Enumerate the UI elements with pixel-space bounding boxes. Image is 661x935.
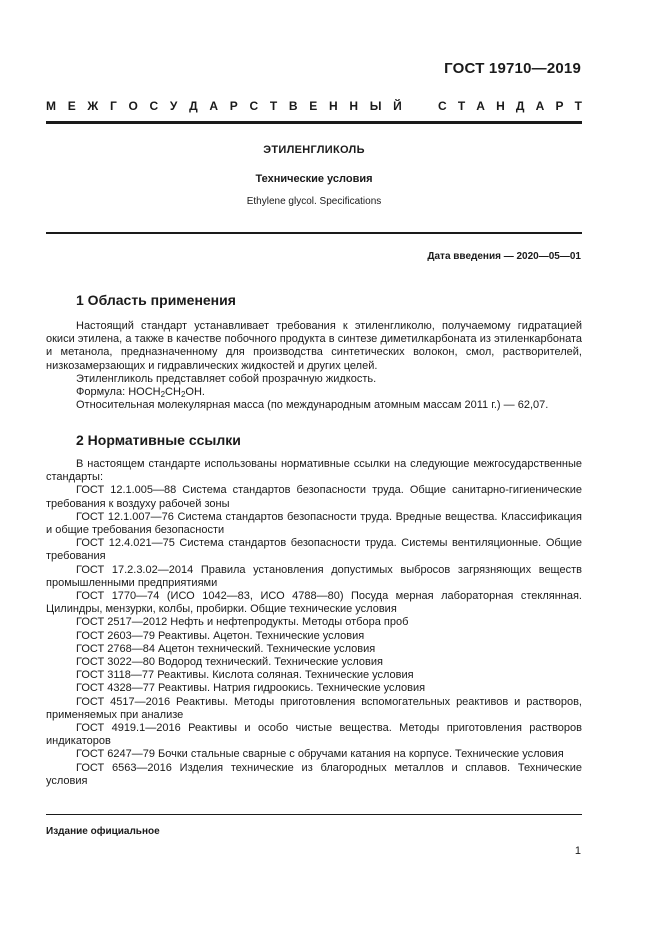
- normative-reference-item: ГОСТ 12.1.005—88 Система стандартов безопасности труда. Общие санитарно-гигиенические требования к воздуху рабочей зоны: [46, 484, 582, 510]
- formula-part: OH.: [185, 386, 205, 399]
- normative-reference-item: ГОСТ 6247—79 Бочки стальные сварные с обручами катания на корпусе. Технические условия: [76, 748, 564, 761]
- normative-reference-item: ГОСТ 4517—2016 Реактивы. Методы приготовления вспомогательных реактивов и растворов, применяемых при анализе: [46, 695, 582, 721]
- page-number: 1: [574, 845, 581, 857]
- footer-divider: [46, 814, 582, 815]
- interstate-standard-banner: [46, 99, 582, 113]
- section-1-body: [46, 320, 582, 412]
- normative-reference-item: ГОСТ 1770—74 (ИСО 1042—83, ИСО 4788—80) Посуда мерная лабораторная стеклянная. Цилиндры, мензурки, колбы, пробирки. Общие технические условия: [46, 590, 582, 616]
- section-2-heading: 2 Нормативные ссылки: [76, 432, 241, 448]
- section-2-body: [46, 458, 582, 788]
- formula-part: CH: [165, 386, 181, 399]
- formula-subscript: 2: [180, 390, 186, 400]
- normative-reference-item: ГОСТ 2768—84 Ацетон технический. Технические условия: [76, 642, 376, 655]
- molecular-mass: Относительная молекулярная масса (по международным атомным массам 2011 г.) — 62,07.: [76, 399, 549, 412]
- normative-reference-item: ГОСТ 2517—2012 Нефть и нефтепродукты. Методы отбора проб: [76, 616, 409, 629]
- document-title: ЭТИЛЕНГЛИКОЛЬ: [263, 144, 365, 156]
- normative-reference-item: ГОСТ 17.2.3.02—2014 Правила установления допустимых выбросов загрязняющих веществ промышленными предприятиями: [46, 563, 582, 589]
- normative-reference-item: ГОСТ 3118—77 Реактивы. Кислота соляная. Технические условия: [76, 669, 414, 682]
- english-title: Ethylene glycol. Specifications: [246, 196, 382, 207]
- header-divider: [46, 121, 582, 124]
- title-divider: [46, 232, 582, 234]
- normative-reference-item: ГОСТ 12.1.007—76 Система стандартов безопасности труда. Вредные вещества. Классификация и общие требования безопасности: [46, 510, 582, 537]
- formula-part: HOCH: [128, 386, 161, 399]
- official-edition-label: Издание официальное: [46, 826, 160, 837]
- chemical-formula: [46, 386, 582, 399]
- normative-reference-item: ГОСТ 2603—79 Реактивы. Ацетон. Технические условия: [76, 629, 365, 642]
- section-1-heading: 1 Область применения: [76, 292, 236, 308]
- document-subtitle: Технические условия: [255, 173, 373, 185]
- formula-label: Формула:: [76, 386, 129, 399]
- normative-reference-item: ГОСТ 4919.1—2016 Реактивы и особо чистые вещества. Методы приготовления растворов индикаторов: [46, 722, 582, 748]
- section-1-paragraph: Настоящий стандарт устанавливает требования к этиленгликолю, получаемому гидратацией окиси этилена, а также в качестве побочного продукта в синтезе диметилкарбоната из этиленкарбоната и метанола, предназначенному для производства синтетических волокон, смол, растворителей, низкозамерзающих и гидравлических жидкостей и других целей.: [46, 320, 582, 372]
- section-2-intro: В настоящем стандарте использованы нормативные ссылки на следующие межгосударственные стандарты:: [46, 458, 582, 484]
- document-number: ГОСТ 19710—2019: [444, 60, 581, 77]
- banner-word-standard: С Т А Н Д А Р Т: [438, 99, 582, 113]
- introduction-date: Дата введения — 2020—05—01: [427, 251, 581, 262]
- normative-reference-item: ГОСТ 12.4.021—75 Система стандартов безопасности труда. Системы вентиляционные. Общие требования: [46, 537, 582, 563]
- normative-reference-item: ГОСТ 6563—2016 Изделия технические из благородных металлов и сплавов. Технические условия: [46, 761, 582, 787]
- formula-subscript: 2: [160, 390, 166, 400]
- normative-reference-item: ГОСТ 4328—77 Реактивы. Натрия гидроокись. Технические условия: [76, 682, 426, 695]
- normative-reference-item: ГОСТ 3022—80 Водород технический. Технические условия: [76, 656, 383, 669]
- banner-word-interstate: М Е Ж Г О С У Д А Р С Т В Е Н Н Ы Й: [46, 99, 402, 113]
- section-1-paragraph: Этиленгликоль представляет собой прозрачную жидкость.: [76, 372, 377, 385]
